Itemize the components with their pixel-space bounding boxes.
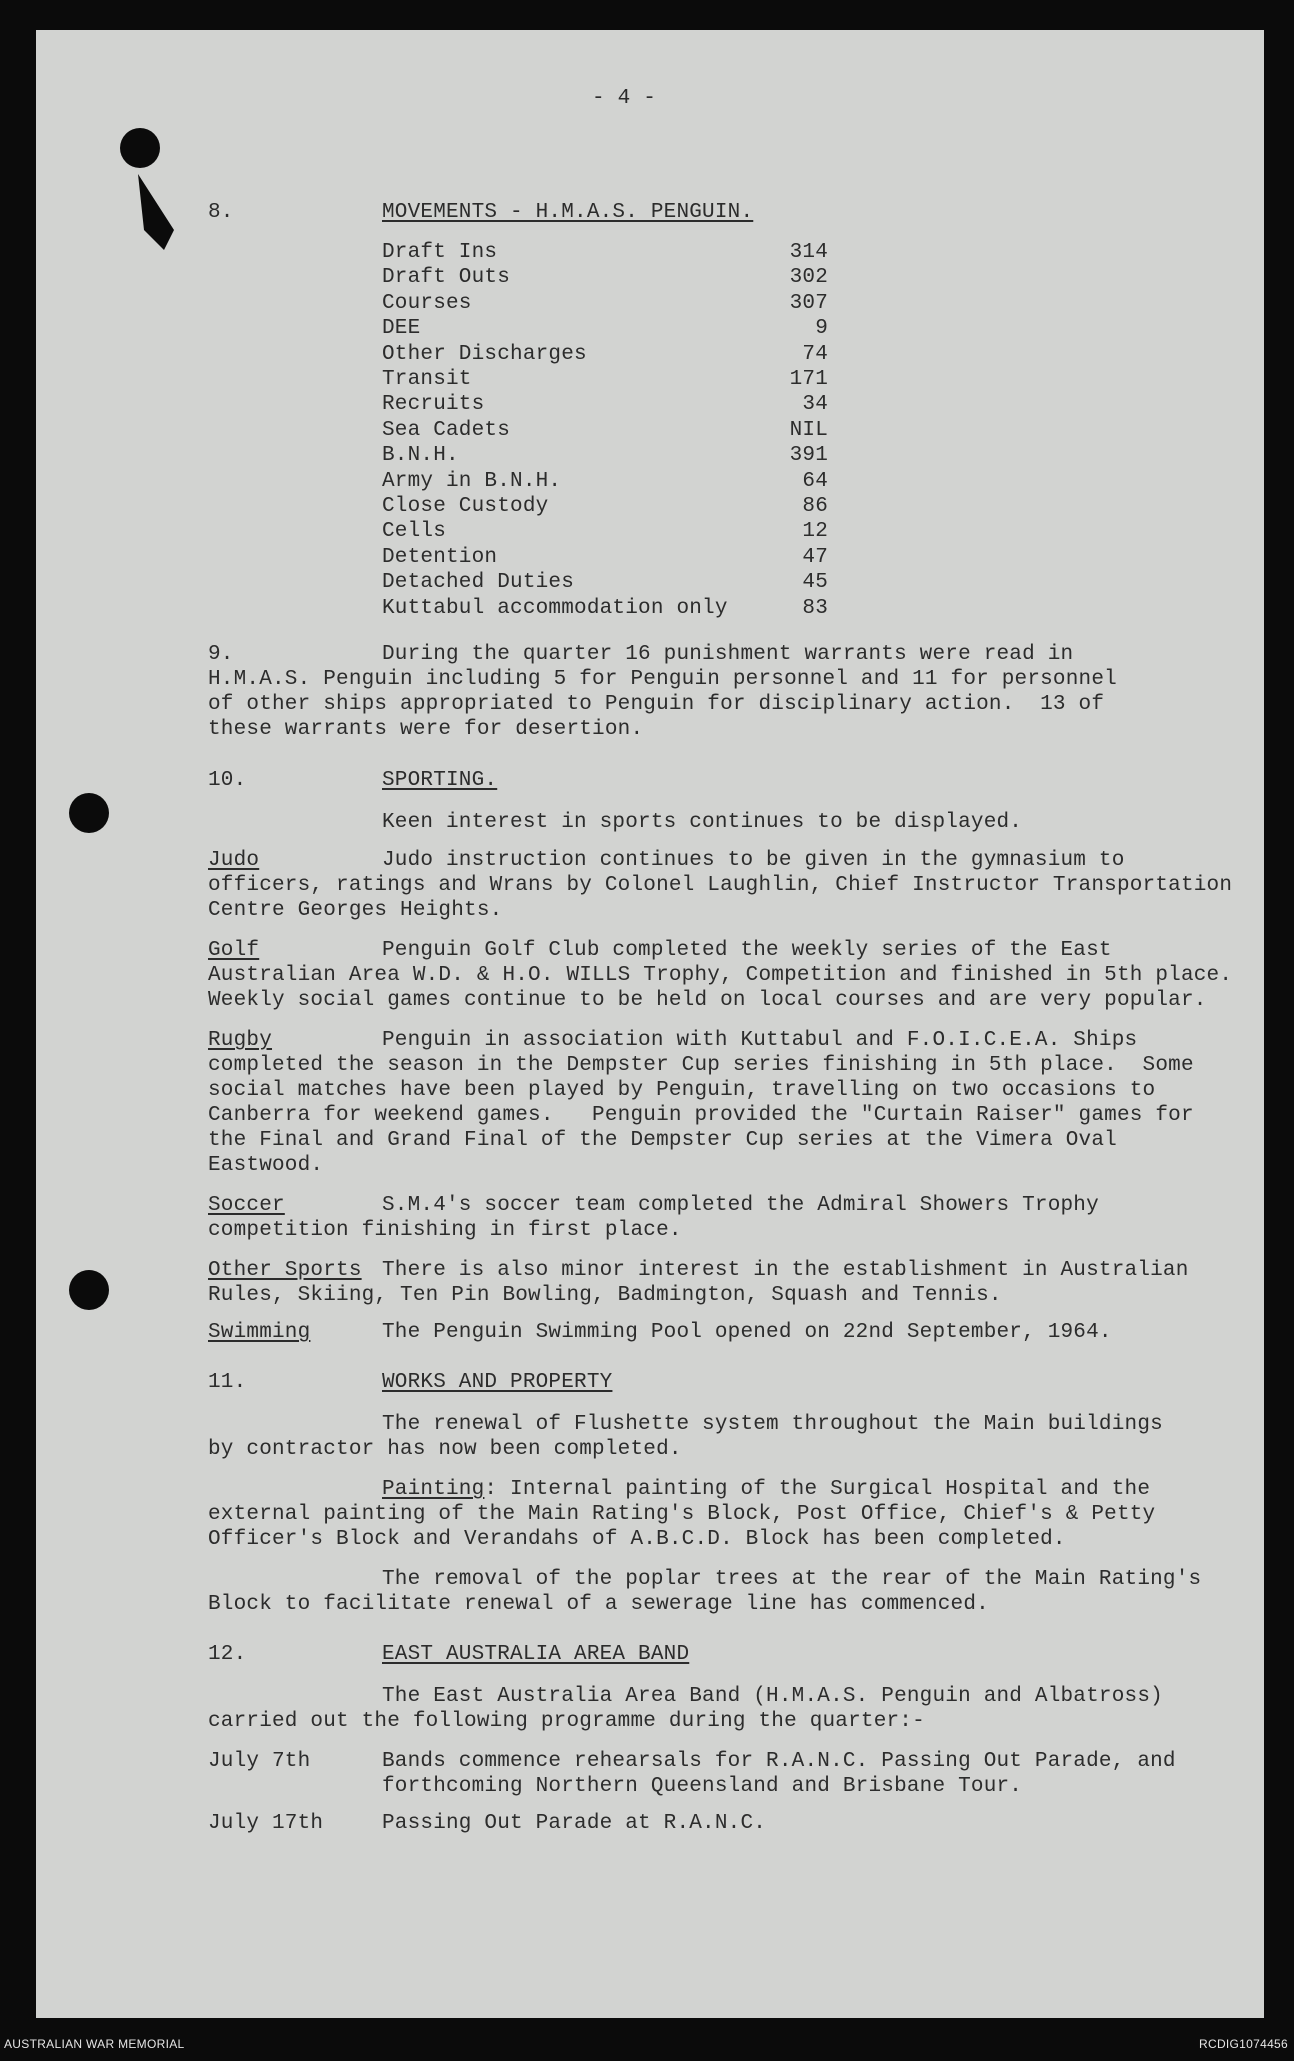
paragraph-line: Judo instruction continues to be given in the gymnasium to <box>382 849 1125 872</box>
paragraph-line: Officer's Block and Verandahs of A.B.C.D. Block has been completed. <box>208 1528 1066 1551</box>
paragraph-line: officers, ratings and Wrans by Colonel Laughlin, Chief Instructor Transportation <box>208 874 1233 897</box>
sport-label: Swimming <box>208 1321 311 1344</box>
movement-label: Cells <box>382 520 447 544</box>
torn-corner-mark <box>134 170 182 260</box>
movement-value: 314 <box>789 241 828 264</box>
movement-label: Close Custody <box>382 495 549 518</box>
paragraph-line: Passing Out Parade at R.A.N.C. <box>382 1812 767 1835</box>
movement-label: Recruits <box>382 393 485 417</box>
footer-left: AUSTRALIAN WAR MEMORIAL <box>4 2037 185 2051</box>
painting-line <box>382 1477 1150 1502</box>
painting-label: Painting <box>382 1478 485 1501</box>
punch-hole <box>69 793 109 833</box>
paragraph-line: Keen interest in sports continues to be displayed. <box>382 811 1023 834</box>
paragraph-text: : Internal painting of the Surgical Hospital and the <box>484 1478 1151 1501</box>
movement-value: 34 <box>802 393 828 417</box>
movement-value: 64 <box>802 469 828 493</box>
movement-value: 391 <box>789 444 828 468</box>
paragraph-line: Eastwood. <box>208 1154 324 1177</box>
movement-label: Courses <box>382 291 472 315</box>
event-date: July 17th <box>208 1812 324 1835</box>
paragraph-line: completed the season in the Dempster Cup series finishing in 5th place. Some <box>208 1054 1194 1077</box>
movement-label: Sea Cadets <box>382 418 511 442</box>
paragraph-line: forthcoming Northern Queensland and Brisbane Tour. <box>382 1775 1023 1798</box>
movement-value: 12 <box>802 520 828 544</box>
movement-label: Draft Ins <box>382 241 498 264</box>
document-page <box>36 30 1264 2018</box>
paragraph-line: of other ships appropriated to Penguin for disciplinary action. 13 of <box>208 693 1105 716</box>
paragraph-line: social matches have been played by Penguin, travelling on two occasions to <box>208 1079 1156 1102</box>
paragraph-line: Bands commence rehearsals for R.A.N.C. Passing Out Parade, and <box>382 1750 1176 1773</box>
paragraph-line: Weekly social games continue to be held on local courses and are very popular. <box>208 989 1207 1012</box>
movement-label: Army in B.N.H. <box>382 469 562 493</box>
paragraph-line: The removal of the poplar trees at the rear of the Main Rating's <box>382 1568 1202 1591</box>
sport-label: Soccer <box>208 1194 285 1217</box>
paragraph-line: the Final and Grand Final of the Dempster Cup series at the Vimera Oval <box>208 1129 1117 1152</box>
paragraph-line: Penguin Golf Club completed the weekly series of the East <box>382 939 1112 962</box>
paragraph-line: The Penguin Swimming Pool opened on 22nd September, 1964. <box>382 1321 1112 1344</box>
sport-label: Golf <box>208 939 260 962</box>
section-heading: SPORTING. <box>382 769 498 792</box>
movement-value: NIL <box>789 418 828 442</box>
paragraph-line: H.M.A.S. Penguin including 5 for Penguin personnel and 11 for personnel <box>208 668 1117 691</box>
paragraph-line: by contractor has now been completed. <box>208 1438 682 1461</box>
paragraph-line: There is also minor interest in the establishment in Australian <box>382 1259 1189 1282</box>
paragraph-line: S.M.4's soccer team completed the Admiral Showers Trophy <box>382 1194 1099 1217</box>
movement-value: 302 <box>789 266 828 290</box>
section-heading: WORKS AND PROPERTY <box>382 1371 613 1394</box>
paragraph-line: Block to facilitate renewal of a sewerage line has commenced. <box>208 1593 989 1616</box>
page-number: - 4 - <box>592 87 657 110</box>
paragraph-line: carried out the following programme during the quarter:- <box>208 1710 925 1733</box>
movement-value: 83 <box>802 596 828 620</box>
sport-label: Judo <box>208 849 260 872</box>
paragraph-line: competition finishing in first place. <box>208 1219 682 1242</box>
movement-label: Draft Outs <box>382 266 511 290</box>
paragraph-line: Rules, Skiing, Ten Pin Bowling, Badmington, Squash and Tennis. <box>208 1284 1002 1307</box>
movement-value: 47 <box>802 545 828 569</box>
paragraph-line: these warrants were for desertion. <box>208 718 644 741</box>
sport-label: Rugby <box>208 1029 273 1052</box>
sport-label: Other Sports <box>208 1259 362 1282</box>
section-number: 8. <box>208 201 234 224</box>
movement-label: Kuttabul accommodation only <box>382 596 728 620</box>
movement-value: 45 <box>802 571 828 595</box>
paragraph-line: The East Australia Area Band (H.M.A.S. Penguin and Albatross) <box>382 1685 1163 1708</box>
event-date: July 7th <box>208 1750 311 1773</box>
movement-value: 86 <box>802 495 828 518</box>
movement-value: 307 <box>789 291 828 315</box>
punch-hole <box>69 1270 109 1310</box>
paragraph-line: During the quarter 16 punishment warrants were read in <box>382 643 1074 666</box>
movement-label: Detention <box>382 545 498 569</box>
movement-value: 171 <box>789 368 828 391</box>
movement-label: DEE <box>382 317 421 341</box>
movement-label: Transit <box>382 368 472 391</box>
section-heading: EAST AUSTRALIA AREA BAND <box>382 1643 690 1666</box>
section-heading: MOVEMENTS - H.M.A.S. PENGUIN. <box>382 201 754 224</box>
section-number: 9. <box>208 643 234 666</box>
paragraph-line: Penguin in association with Kuttabul and F.O.I.C.E.A. Ships <box>382 1029 1138 1052</box>
movement-value: 74 <box>802 342 828 366</box>
section-number: 11. <box>208 1371 247 1394</box>
movement-value: 9 <box>815 317 828 341</box>
paragraph-line: Centre Georges Heights. <box>208 899 503 922</box>
paragraph-line: The renewal of Flushette system throughout the Main buildings <box>382 1413 1163 1436</box>
punch-hole <box>120 128 160 168</box>
paragraph-line: external painting of the Main Rating's Block, Post Office, Chief's & Petty <box>208 1503 1156 1526</box>
movement-label: Detached Duties <box>382 571 575 595</box>
movement-label: B.N.H. <box>382 444 459 468</box>
footer-right: RCDIG1074456 <box>1199 2037 1288 2051</box>
movement-label: Other Discharges <box>382 342 587 366</box>
paragraph-line: Canberra for weekend games. Penguin provided the "Curtain Raiser" games for <box>208 1104 1194 1127</box>
paragraph-line: Australian Area W.D. & H.O. WILLS Trophy, Competition and finished in 5th place. <box>208 964 1233 987</box>
section-number: 10. <box>208 769 247 792</box>
section-number: 12. <box>208 1643 247 1666</box>
